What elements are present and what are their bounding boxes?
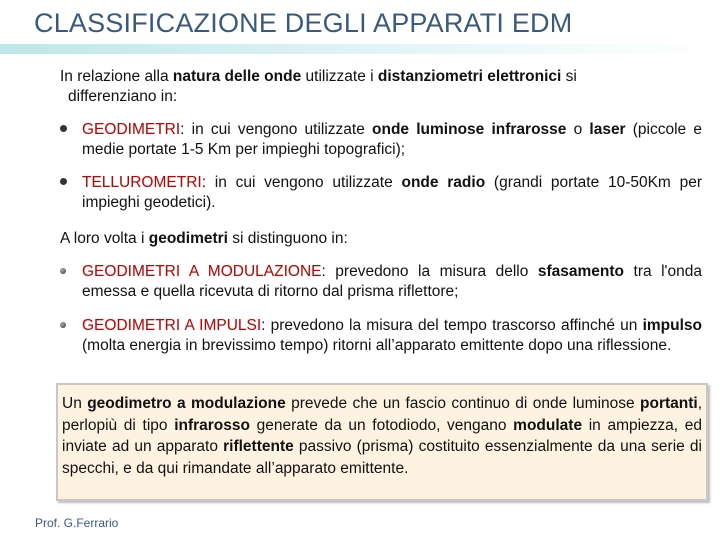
term-geodimetri-modulazione: GEODIMETRI A MODULAZIONE [82,263,322,280]
bullet3-text-1: : prevedono la misura dello [321,263,538,280]
intro-text: In relazione alla [60,68,173,85]
bullet2-text-1: : in cui vengono utilizzate [201,174,402,191]
box-bold-4: modulate [513,416,583,434]
bullet2-bold-1: onde radio [401,174,486,191]
box-bold-5: riflettente [223,438,294,455]
bullet1-bold-2: laser [589,121,626,138]
title-underline-bar [0,44,720,54]
intro-bold-2: distanziometri elettronici [377,68,562,85]
subdivision-paragraph [60,229,348,249]
box-bold-3: infrarosso [174,416,250,434]
bullet1-bold-1: onde luminose infrarosse [372,121,567,138]
bullet-geodimetri-modulazione [62,262,702,302]
box-text-6: passivo (prisma) costituito essenzialmente da una serie di specchi, e da qui rimandate all’apparato emittente. [62,438,703,477]
intro-text-3: si [561,68,577,85]
bullet-dot-icon [60,322,66,328]
mid-bold-1: geodimetri [148,230,228,247]
bullet2-text-2: (grandi portate 10-50Km per impieghi geodetici). [82,174,703,211]
intro-bold-1: natura delle onde [172,68,302,85]
bullet-dot-icon [60,125,67,132]
box-text-4: generate da un fotodiodo, vengano [250,416,514,434]
bullet4-text-2: (molta energia in brevissimo tempo) ritorni all’apparato emittente dopo una riflessione. [82,337,672,354]
bullet1-text-3: (piccole e medie portate 1-5 Km per impieghi topografici); [82,121,702,158]
bullet-dot-icon [60,268,66,274]
slide-title: CLASSIFICAZIONE DEGLI APPARATI EDM [34,8,573,38]
bullet-geodimetri [62,120,702,160]
intro-paragraph [60,67,700,107]
intro-text-2: utilizzate i [301,68,378,85]
box-bold-1: geodimetro a modulazione [87,395,286,412]
term-tellurometri: TELLUROMETRI [82,174,202,191]
box-text-3: , perlopiù di tipo [62,395,703,434]
bullet-tellurometri [62,173,702,213]
box-bold-2: portanti [640,395,698,412]
footer-author: Prof. G.Ferrario [35,516,119,530]
mid-text-2: si distinguono in: [227,230,348,247]
bullet-geodimetri-impulsi [62,316,702,356]
modulation-note-box [56,383,708,501]
bullet4-text-1: : prevedono la misura del tempo trascorso affinché un [261,317,643,334]
term-geodimetri-impulsi: GEODIMETRI A IMPULSI [82,317,262,334]
bullet4-bold-1: impulso [642,317,702,334]
box-text-1: Un [62,395,88,412]
box-text-2: prevede che un fascio continuo di onde luminose [285,395,641,412]
box-text-5: in ampiezza, ed inviate ad un apparato [62,416,702,455]
bullet1-text-1: : in cui vengono utilizzate [180,121,373,138]
mid-text-1: A loro volta i [60,230,149,247]
bullet1-text-2: o [566,121,590,138]
term-geodimetri: GEODIMETRI [82,121,181,138]
bullet3-text-2: tra l'onda emessa e quella ricevuta di ritorno dal prisma riflettore; [82,263,703,300]
bullet3-bold-1: sfasamento [537,263,625,280]
bullet-dot-icon [60,178,67,185]
intro-line-2: differenziano in: [68,88,178,105]
